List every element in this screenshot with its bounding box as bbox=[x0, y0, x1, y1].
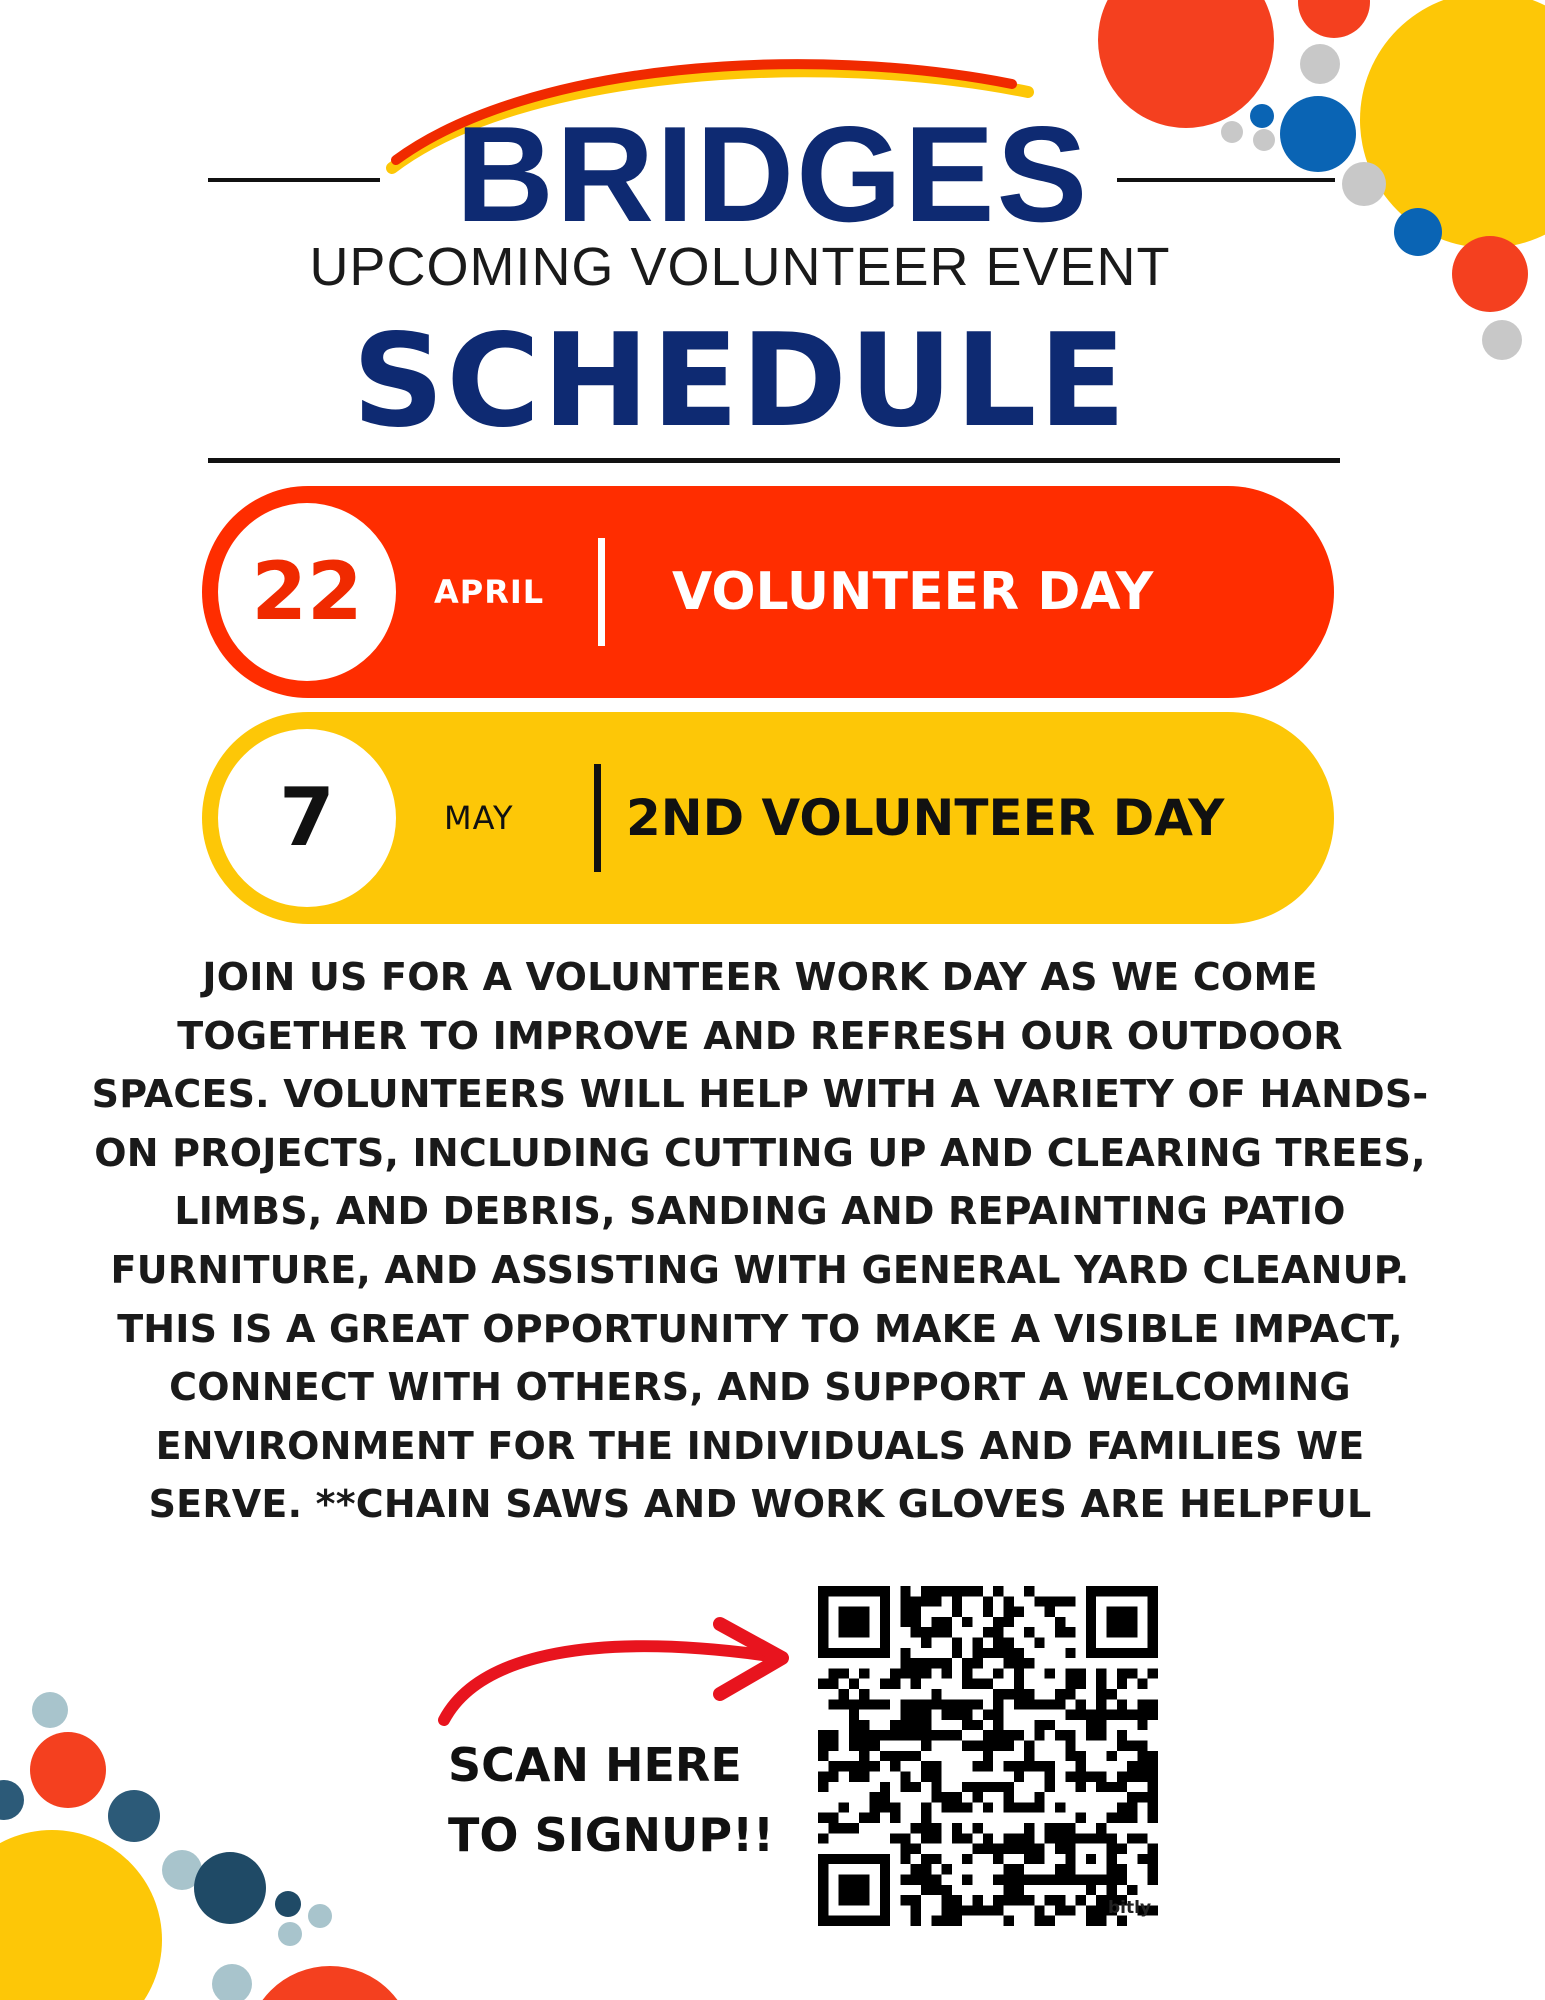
description-line: CONNECT WITH OTHERS, AND SUPPORT A WELCOMING bbox=[169, 1365, 1351, 1410]
event-day: 22 bbox=[218, 503, 396, 681]
event-subtitle: UPCOMING VOLUNTEER EVENT bbox=[309, 237, 1171, 297]
scan-line-1: SCAN HERE bbox=[448, 1738, 742, 1792]
event-pill-2 bbox=[202, 712, 1334, 924]
event-name: VOLUNTEER DAY bbox=[672, 562, 1154, 622]
bridges-logo bbox=[200, 40, 1345, 250]
description-line: LIMBS, AND DEBRIS, SANDING AND REPAINTING PATIO bbox=[174, 1189, 1346, 1234]
description-line: SPACES. VOLUNTEERS WILL HELP WITH A VARIETY OF HANDS- bbox=[91, 1072, 1429, 1117]
description-line: ENVIRONMENT FOR THE INDIVIDUALS AND FAMILIES WE bbox=[155, 1423, 1365, 1468]
description-line: THIS IS A GREAT OPPORTUNITY TO MAKE A VISIBLE IMPACT, bbox=[117, 1306, 1403, 1351]
event-month: MAY bbox=[444, 799, 514, 837]
signup-qr-code[interactable] bbox=[818, 1586, 1158, 1926]
page-title: SCHEDULE bbox=[352, 307, 1128, 456]
event-divider bbox=[594, 764, 601, 872]
logo-wordmark: BRIDGES bbox=[455, 98, 1090, 250]
event-day: 7 bbox=[218, 729, 396, 907]
title-divider bbox=[208, 458, 1340, 463]
description-line: JOIN US FOR A VOLUNTEER WORK DAY AS WE COME bbox=[202, 955, 1318, 999]
scan-cta bbox=[448, 1730, 808, 1870]
description-line: TOGETHER TO IMPROVE AND REFRESH OUR OUTDOOR bbox=[177, 1013, 1343, 1058]
event-month: APRIL bbox=[434, 573, 545, 611]
event-divider bbox=[598, 538, 605, 646]
event-pill-1 bbox=[202, 486, 1334, 698]
event-name: 2ND VOLUNTEER DAY bbox=[626, 789, 1225, 847]
event-description bbox=[50, 948, 1470, 1534]
description-line: SERVE. **CHAIN SAWS AND WORK GLOVES ARE HELPFUL bbox=[148, 1482, 1372, 1527]
description-line: FURNITURE, AND ASSISTING WITH GENERAL YARD CLEANUP. bbox=[110, 1247, 1410, 1292]
description-line: ON PROJECTS, INCLUDING CUTTING UP AND CLEARING TREES, bbox=[94, 1130, 1426, 1175]
logo-rule-right bbox=[1117, 178, 1335, 182]
qr-brand-label: bitly bbox=[1108, 1898, 1152, 1918]
scan-line-2: TO SIGNUP!! bbox=[448, 1808, 775, 1862]
